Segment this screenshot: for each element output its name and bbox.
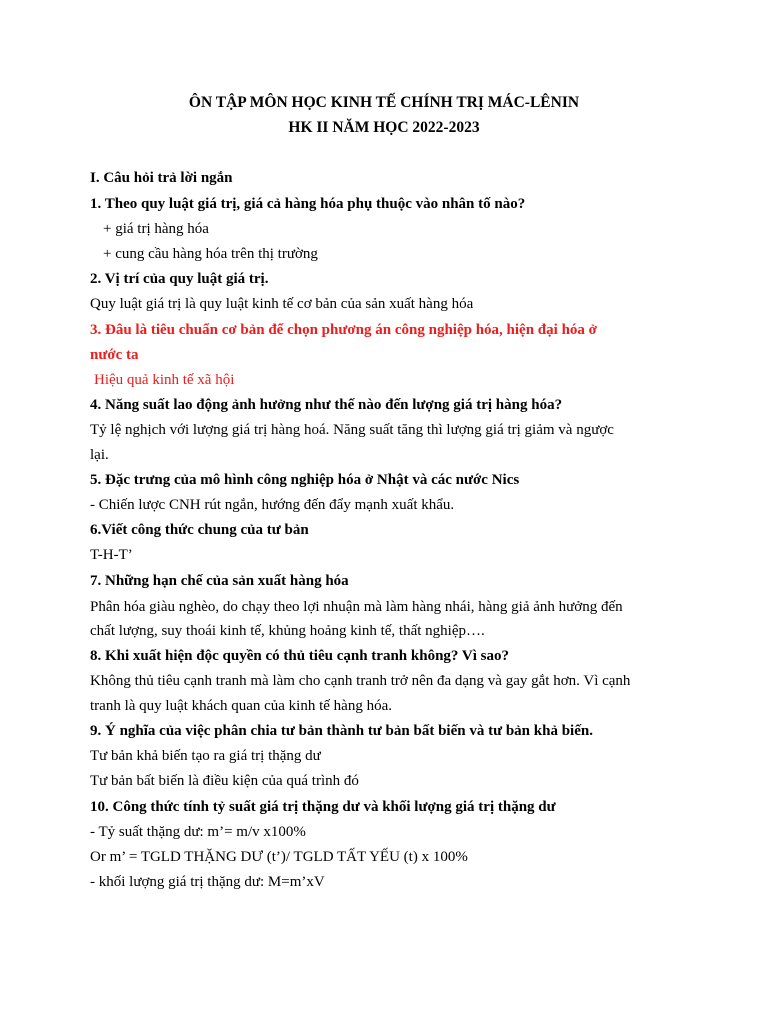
answer-1-item-2: + cung cầu hàng hóa trên thị trường [103,246,318,262]
answer-10-line-1: - Tỷ suất thặng dư: m’= m/v x100% [90,824,306,840]
question-4: 4. Năng suất lao động ảnh hưởng như thế nào đến lượng giá trị hàng hóa? [90,397,563,413]
question-3-line-1: 3. Đâu là tiêu chuẩn cơ bản để chọn phương án công nghiệp hóa, hiện đại hóa ở [90,322,597,338]
document-subtitle: HK II NĂM HỌC 2022-2023 [288,119,480,136]
answer-9-line-2: Tư bản bất biến là điều kiện của quá trình đó [90,773,359,789]
answer-7-line-2: chất lượng, suy thoái kinh tế, khủng hoảng kinh tế, thất nghiệp…. [90,623,485,639]
section-heading: I. Câu hỏi trả lời ngắn [90,170,233,186]
answer-4-line-1: Tỷ lệ nghịch với lượng giá trị hàng hoá. Năng suất tăng thì lượng giá trị giảm và ngược [90,422,614,438]
answer-5: - Chiến lược CNH rút ngắn, hướng đến đẩy mạnh xuất khẩu. [90,497,455,513]
question-8: 8. Khi xuất hiện độc quyền có thủ tiêu cạnh tranh không? Vì sao? [90,648,509,664]
answer-10-line-3: - khối lượng giá trị thặng dư: M=m’xV [90,874,325,890]
question-3-line-2: nước ta [90,347,139,363]
answer-2: Quy luật giá trị là quy luật kinh tế cơ bản của sản xuất hàng hóa [90,296,474,312]
answer-6: T-H-T’ [90,547,133,563]
answer-8-line-1: Không thủ tiêu cạnh tranh mà làm cho cạnh tranh trở nên đa dạng và gay gắt hơn. Vì cạnh [90,673,631,689]
question-6: 6.Viết công thức chung của tư bản [90,522,309,538]
question-1: 1. Theo quy luật giá trị, giá cả hàng hóa phụ thuộc vào nhân tố nào? [90,196,526,212]
question-2: 2. Vị trí của quy luật giá trị. [90,271,269,287]
document-title: ÔN TẬP MÔN HỌC KINH TẾ CHÍNH TRỊ MÁC-LÊNIN [188,94,580,111]
answer-4-line-2: lại. [90,447,109,463]
answer-1-item-1: + giá trị hàng hóa [103,221,209,237]
answer-3: Hiệu quả kinh tế xã hội [94,372,235,388]
answer-7-line-1: Phân hóa giàu nghèo, do chạy theo lợi nhuận mà làm hàng nhái, hàng giả ảnh hưởng đến [90,599,623,615]
question-9: 9. Ý nghĩa của việc phân chia tư bản thành tư bản bất biến và tư bản khả biến. [90,723,593,739]
answer-10-line-2: Or m’ = TGLD THẶNG DƯ (t’)/ TGLD TẤT YẾU (t) x 100% [90,849,468,865]
answer-9-line-1: Tư bản khả biến tạo ra giá trị thặng dư [90,748,321,764]
question-7: 7. Những hạn chế của sản xuất hàng hóa [90,573,349,589]
question-10: 10. Công thức tính tỷ suất giá trị thặng dư và khối lượng giá trị thặng dư [90,799,556,815]
question-5: 5. Đặc trưng của mô hình công nghiệp hóa ở Nhật và các nước Nics [90,472,520,488]
answer-8-line-2: tranh là quy luật khách quan của kinh tế hàng hóa. [90,698,392,714]
